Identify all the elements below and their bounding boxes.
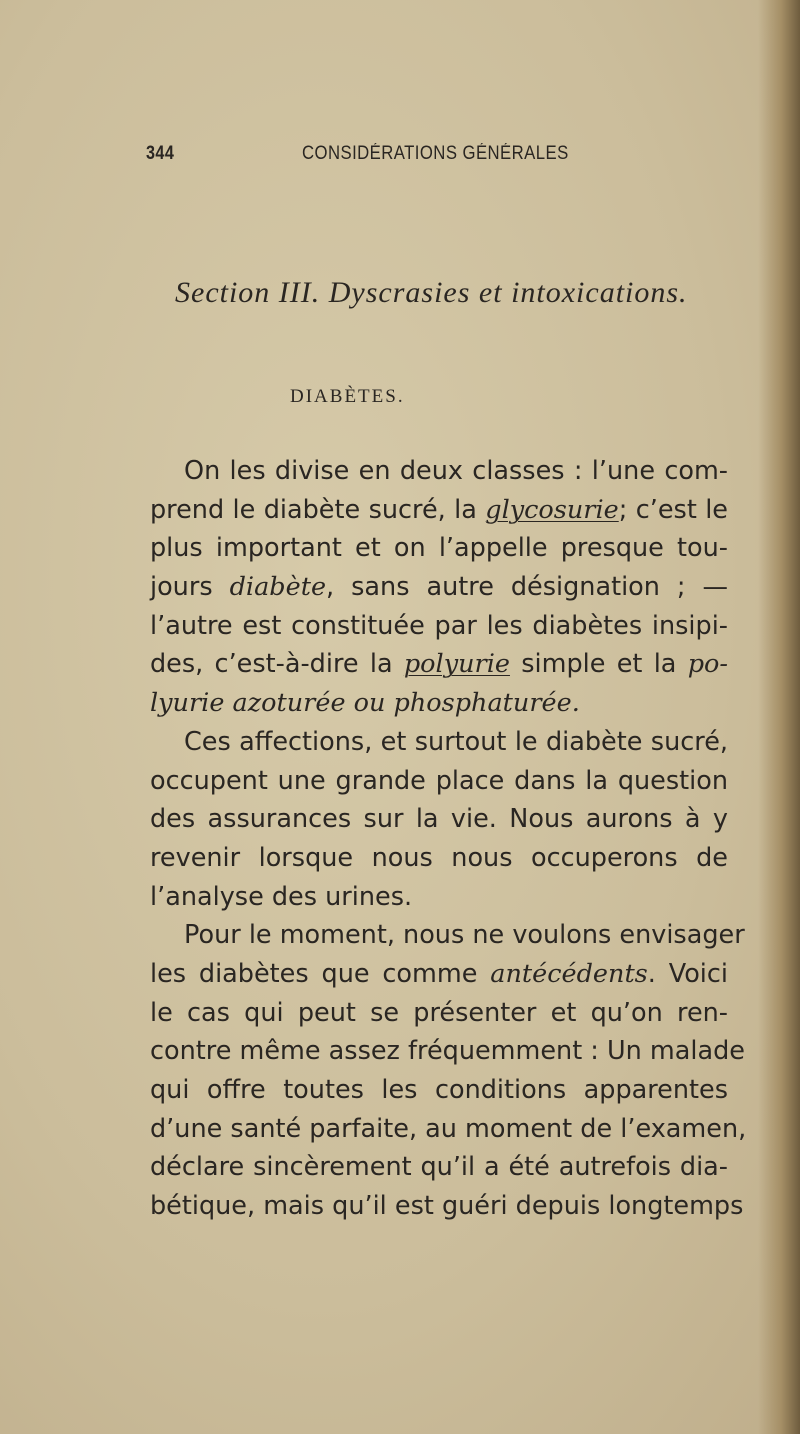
text-line-emphasis: lyurie azoturée ou phosphaturée.: [150, 688, 580, 719]
text-line: le cas qui peut se présenter et qu’on ren-: [150, 997, 728, 1028]
emphasis-diabete: diabète: [229, 572, 327, 603]
text-segment: les diabètes que comme: [150, 958, 491, 989]
text-segment: . Voici: [647, 958, 728, 989]
emphasis-antecedents: antécédents: [490, 958, 648, 989]
page-header: [146, 143, 606, 173]
body-text: [150, 452, 747, 1226]
text-segment: , sans autre désignation ; —: [326, 572, 728, 603]
text-line: des assurances sur la vie. Nous aurons à y: [150, 804, 728, 835]
text-line: bétique, mais qu’il est guéri depuis longtemps: [150, 1191, 744, 1222]
section-title: Section III. Dyscrasies et intoxications.: [175, 276, 688, 309]
text-line: plus important et on l’appelle presque tou-: [150, 533, 728, 564]
text-line: l’autre est constituée par les diabètes insipi-: [150, 610, 728, 641]
emphasis-polyurie-start: po-: [687, 649, 728, 680]
text-line: occupent une grande place dans la question: [150, 765, 728, 796]
text-line: l’analyse des urines.: [150, 881, 413, 912]
text-segment: jours: [150, 572, 230, 603]
text-line: qui offre toutes les conditions apparentes: [150, 1075, 728, 1105]
text-segment: prend le diabète sucré, la: [150, 494, 486, 525]
text-line: revenir lorsque nous nous occuperons de: [150, 842, 728, 873]
text-line: contre même assez fréquemment : Un malade: [150, 1036, 745, 1067]
text-line: On les divise en deux classes : l’une com-: [184, 456, 728, 486]
text-line: [150, 491, 728, 530]
text-line: Pour le moment, nous ne voulons envisager: [184, 920, 745, 951]
page-edge-shadow: [758, 0, 800, 1434]
text-segment: des, c’est-à-dire la: [150, 649, 404, 680]
text-segment: ; c’est le: [618, 494, 728, 525]
running-head: CONSIDÉRATIONS GÉNÉRALES: [302, 143, 569, 164]
chapter-subheading: DIABÈTES.: [290, 386, 405, 407]
emphasis-glycosurie: glycosurie: [485, 494, 619, 525]
text-line: Ces affections, et surtout le diabète sucré,: [184, 726, 728, 757]
page-number: 344: [146, 143, 175, 164]
text-segment: simple et la: [509, 649, 688, 680]
text-line: déclare sincèrement qu’il a été autrefois dia-: [150, 1152, 728, 1183]
text-line: [150, 955, 728, 994]
text-line: [150, 645, 728, 684]
emphasis-polyurie: polyurie: [403, 649, 510, 680]
text-line: [150, 568, 728, 607]
text-line: d’une santé parfaite, au moment de l’examen,: [150, 1113, 747, 1144]
